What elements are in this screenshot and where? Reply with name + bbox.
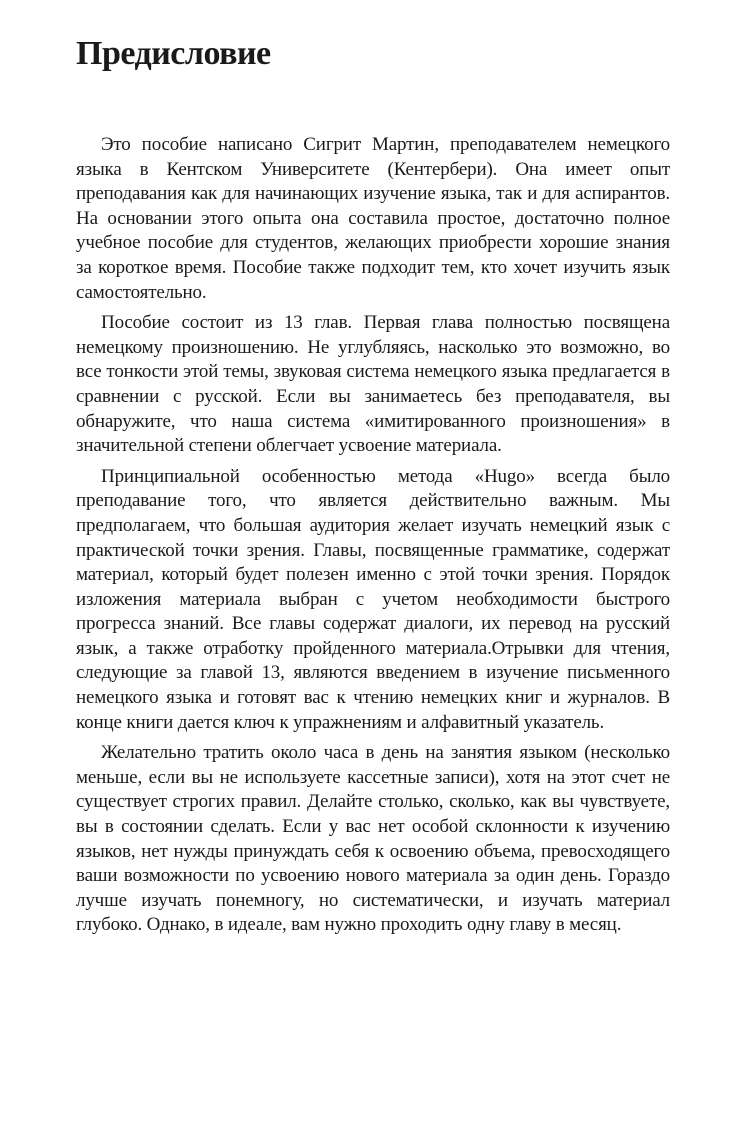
preface-body: [76, 133, 670, 944]
paragraph-4: Желательно тратить около часа в день на занятия языком (несколько меньше, если вы не используете кассетные записи), хотя на этот счет не существует строгих правил. Делайте столько, сколько, как вы чувствуете, вы в состоянии сделать. Если у вас нет особой склонности к изучению языков, нет нужды принуждать себя к освоению объема, превосходящего ваши возможности по усвоению нового материала за один день. Гораздо лучше изучать понемногу, но систематически, и изучать материал глубоко. Однако, в идеале, вам нужно проходить одну главу в месяц.: [76, 742, 670, 936]
page-title: Предисловие: [76, 35, 271, 72]
paragraph-1: Это пособие написано Сигрит Мартин, преподавателем немецкого языка в Кентском Университете (Кентербери). Она имеет опыт преподавания как для начинающих изучение языка, так и для аспирантов. На основании этого опыта она составила простое, достаточно полное учебное пособие для студентов, желающих приобрести хорошие знания за короткое время. Пособие также подходит тем, кто хочет изучить язык самостоятельно.: [76, 134, 670, 303]
paragraph-2: Пособие состоит из 13 глав. Первая глава полностью посвящена немецкому произношению. Не углубляясь, насколько это возможно, во все тонкости этой темы, звуковая система немецкого языка предлагается в сравнении с русской. Если вы занимаетесь без преподавателя, вы обнаружите, что наша система «имитированного произношения» в значительной степени облегчает усвоение материала.: [76, 312, 670, 457]
paragraph-3: Принципиальной особенностью метода «Hugo» всегда было преподавание того, что является действительно важным. Мы предполагаем, что большая аудитория желает изучать немецкий язык с практической точки зрения. Главы, посвященные грамматике, содержат материал, который будет полезен именно с этой точки зрения. Порядок изложения материала выбран с учетом необходимости быстрого прогресса знаний. Все главы содержат диалоги, их перевод на русский язык, а также отработку пройденного материала.Отрывки для чтения, следующие за главой 13, являются введением в изучение письменного немецкого языка и готовят вас к чтению немецких книг и журналов. В конце книги дается ключ к упражнениям и алфавитный указатель.: [76, 465, 670, 733]
